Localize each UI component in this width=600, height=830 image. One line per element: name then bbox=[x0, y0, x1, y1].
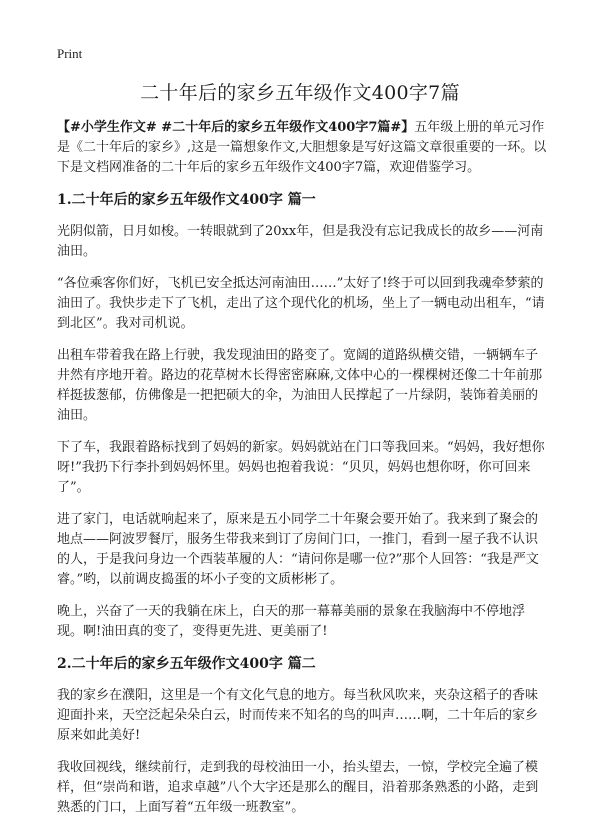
article-body bbox=[57, 118, 547, 830]
paragraph: 出租车带着我在路上行驶，我发现油田的路变了。宽阔的道路纵横交错，一辆辆车子井然有序地开着。路边的花草树木长得密密麻麻,文体中心的一棵棵树还像二十年前那样挺拔葱郁，仿佛像是一把把硕大的伞，为油田人民撑起了一片绿阴，装饰着美丽的油田。 bbox=[57, 348, 543, 423]
paragraph: 我的家乡在濮阳，这里是一个有文化气息的地方。每当秋风吹来，夹杂这稻子的香味迎面扑来，天空泛起朵朵白云，时而传来不知名的鸟的叫声……啊，二十年后的家乡原来如此美好! bbox=[57, 688, 539, 743]
intro-text: 五年级上册的单元习作是《二十年后的家乡》,这是一篇想象作文,大胆想象是写好这篇文章很重要的一环。以下是文档网准备的二十年后的家乡五年级作文400字7篇，欢迎借鉴学习。 bbox=[57, 120, 547, 175]
page-title: 二十年后的家乡五年级作文400字7篇 bbox=[140, 82, 460, 104]
print-link[interactable]: Print bbox=[57, 46, 83, 61]
intro-tag: 【#小学生作文# #二十年后的家乡五年级作文400字7篇#】 bbox=[57, 120, 415, 135]
section-heading: 1.二十年后的家乡五年级作文400字 篇一 bbox=[57, 192, 316, 208]
paragraph: 下了车，我跟着路标找到了妈妈的新家。妈妈就站在门口等我回来。“妈妈，我好想你呀!”我扔下行李扑到妈妈怀里。妈妈也抱着我说：“贝贝，妈妈也想你呀，你可回来了”。 bbox=[57, 440, 545, 495]
paragraph: “各位乘客你们好，飞机已安全抵达河南油田……”太好了!终于可以回到我魂牵梦萦的油田了。我快步走下了飞机，走出了这个现代化的机场，坐上了一辆电动出租车，“请到北区”。我对司机说。 bbox=[57, 276, 545, 331]
paragraph: 进了家门，电话就响起来了，原来是五小同学二十年聚会要开始了。我来到了聚会的地点——阿波罗餐厅，服务生带我来到订了房间门口，一推门，看到一屋子我不认识的人，于是我问身边一个西装革履的人：“请问你是哪一位?”那个人回答：“我是严文睿。”哟，以前调皮捣蛋的坏小子变的文质彬彬了。 bbox=[57, 512, 539, 587]
intro-paragraph bbox=[57, 118, 547, 178]
paragraph: 我收回视线，继续前行，走到我的母校油田一小，抬头望去，一惊，学校完全遍了模样，但“崇尚和谐，追求卓越”八个大字还是那么的醒目，沿着那条熟悉的小路，走到熟悉的门口，上面写着“五年级一班教室”。 bbox=[57, 760, 539, 815]
paragraph: 光阴似箭，日月如梭。一转眼就到了20xx年，但是我没有忘记我成长的故乡——河南油田。 bbox=[57, 224, 544, 259]
section-heading: 2.二十年后的家乡五年级作文400字 篇二 bbox=[57, 656, 316, 672]
paragraph: 晚上，兴奋了一天的我躺在床上，白天的那一幕幕美丽的景象在我脑海中不停地浮现。啊!油田真的变了，变得更先进、更美丽了! bbox=[57, 604, 526, 639]
